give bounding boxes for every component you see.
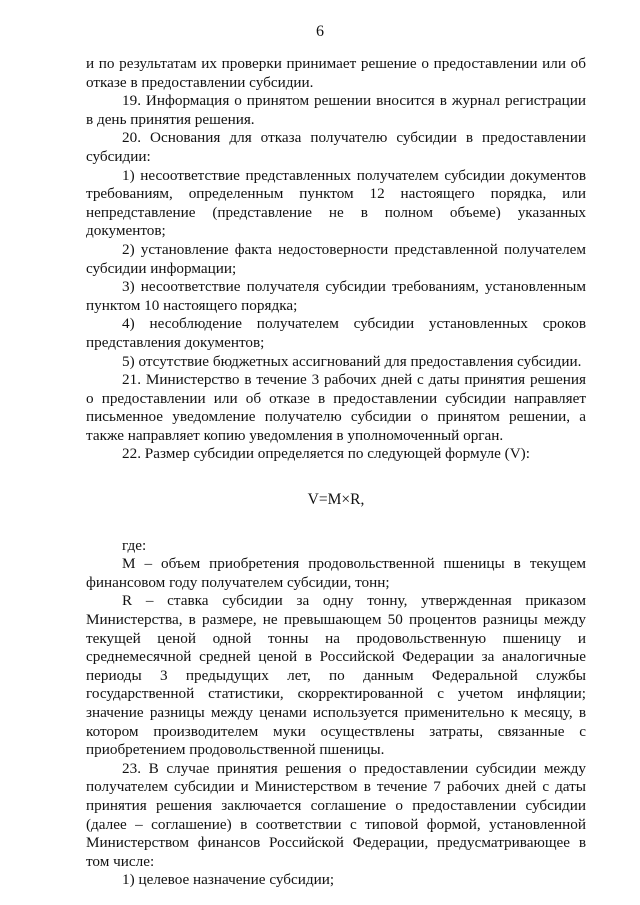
paragraph-22: 22. Размер субсидии определяется по следующей формуле (V): — [122, 445, 530, 463]
list-item-1: 1) несоответствие представленных получателем субсидии документов требованиям, определенным пунктом 12 настоящего порядка, или непредставление (представление не в полном объеме) указанных документов; — [86, 166, 586, 240]
paragraph-19: 19. Информация о принятом решении вносится в журнал регистрации в день принятия решения. — [86, 92, 586, 128]
list-item-2: 2) установление факта недостоверности представленной получателем субсидии информации; — [86, 240, 586, 277]
paragraph-continuation: и по результатам их проверки принимает решение о предоставлении или об отказе в предоставлении субсидии. — [86, 55, 586, 91]
list-item-3: 3) несоответствие получателя субсидии требованиям, установленным пунктом 10 настоящего порядка; — [86, 278, 586, 314]
formula: V=M×R, — [307, 491, 365, 509]
list-item-target: 1) целевое назначение субсидии; — [122, 871, 335, 889]
where-label: где: — [122, 536, 147, 554]
paragraph-23: 23. В случае принятия решения о предоставлении субсидии между получателем субсидии и Министерством в течение 7 рабочих дней с даты принятия решения заключается соглашение о предоставлении субсидии (далее – соглашение) в соответствии с типовой формой, установленной Министерством финансов Российской Федерации, предусматривающее в том числе: — [86, 759, 586, 870]
document-body — [86, 55, 586, 890]
page-number: 6 — [316, 23, 324, 40]
paragraph-21: 21. Министерство в течение 3 рабочих дней с даты принятия решения о предоставлении или об отказе в предоставлении субсидии направляет письменное уведомление получателю субсидии о принятом решении, а также направляет копию уведомления в уполномоченный орган. — [86, 371, 586, 444]
paragraph-20: 20. Основания для отказа получателю субсидии в предоставлении субсидии: — [86, 129, 586, 165]
list-item-4: 4) несоблюдение получателем субсидии установленных сроков представления документов; — [86, 315, 586, 351]
list-item-5: 5) отсутствие бюджетных ассигнований для предоставления субсидии. — [122, 352, 582, 370]
definition-m: M – объем приобретения продовольственной пшеницы в текущем финансовом году получателем субсидии, тонн; — [86, 555, 586, 591]
definition-r: R – ставка субсидии за одну тонну, утвержденная приказом Министерства, в размере, не превышающем 50 процентов разницы между текущей ценой одной тонны на продовольственную пшеницу и среднемесячной средней ценой в Российской Федерации за аналогичные периоды 3 предыдущих лет, по данным Федеральной службы государственной статистики, скорректированной с учетом инфляции; значение разницы между ценами используется применительно к месяцу, в котором производителем муки осуществлены затраты, связанные с приобретением продовольственной пшеницы. — [86, 592, 586, 759]
